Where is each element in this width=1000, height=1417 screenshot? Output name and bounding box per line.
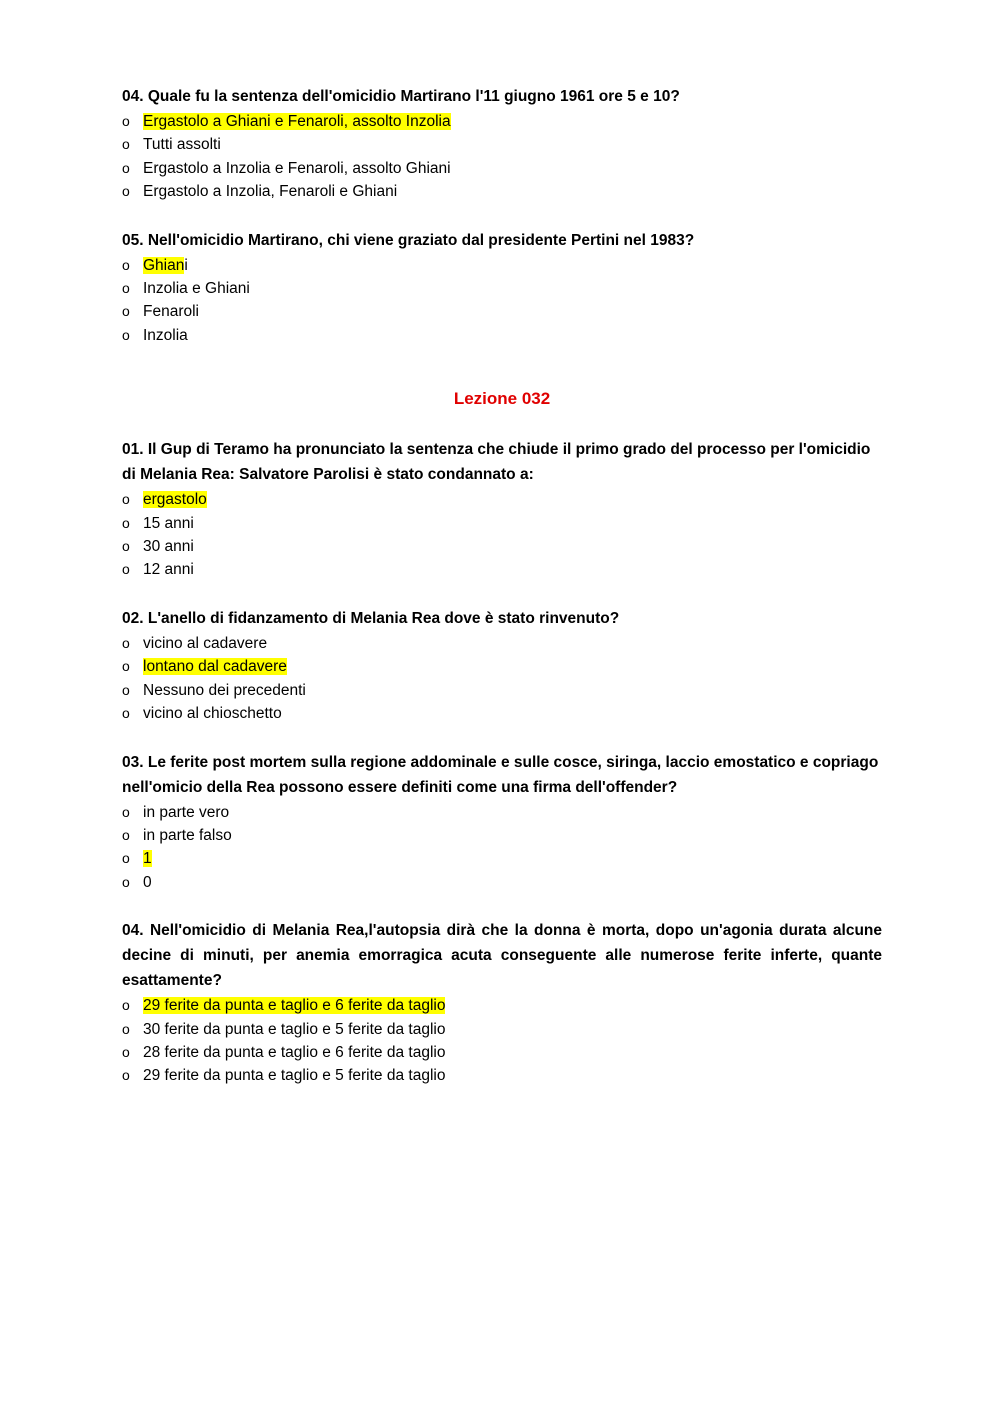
answer-text: in parte falso <box>143 826 232 844</box>
bullet-icon: o <box>122 634 130 651</box>
answer-option <box>122 655 882 678</box>
answer-options <box>122 488 882 582</box>
answer-option <box>122 847 882 870</box>
answer-option <box>122 254 882 277</box>
bullet-icon: o <box>122 1067 130 1084</box>
question-text: 02. L'anello di fidanzamento di Melania Rea dove è stato rinvenuto? <box>122 609 620 627</box>
answer-text: 30 anni <box>143 538 194 556</box>
bullet-icon: o <box>122 1043 130 1060</box>
bullet-icon: o <box>122 256 130 273</box>
bullet-icon: o <box>122 1020 130 1037</box>
bullet-icon: o <box>122 514 130 531</box>
answer-text: 15 anni <box>143 514 194 532</box>
bullet-icon: o <box>122 561 130 578</box>
highlighted-answer: ergastolo <box>143 491 207 509</box>
answer-option <box>122 994 882 1017</box>
answer-option <box>122 133 882 156</box>
lesson-title: Lezione 032 <box>453 389 551 409</box>
highlighted-answer: 29 ferite da punta e taglio e 6 ferite da taglio <box>143 997 446 1015</box>
answer-option <box>122 277 882 300</box>
answer-text: in parte vero <box>143 803 230 821</box>
answer-text: Inzolia e Ghiani <box>143 280 250 298</box>
question-text: 04. Nell'omicidio di Melania Rea,l'autopsia dirà che la donna è morta, dopo un'agonia durata alcune decine di minuti, per anemia emorragica acuta conseguente alle numerose ferite inferte, quante esattamente? <box>122 922 882 990</box>
answer-text: Ergastolo a Inzolia, Fenaroli e Ghiani <box>143 183 398 201</box>
answer-text: vicino al cadavere <box>143 634 268 652</box>
answer-option <box>122 535 882 558</box>
answer-text: 28 ferite da punta e taglio e 6 ferite da taglio <box>143 1043 446 1061</box>
answer-text: Inzolia <box>143 326 188 344</box>
answer-options <box>122 801 882 895</box>
answer-option <box>122 1041 882 1064</box>
answer-text: Nessuno dei precedenti <box>143 681 306 699</box>
answer-option <box>122 632 882 655</box>
bullet-icon: o <box>122 280 130 297</box>
answer-option <box>122 324 882 347</box>
bullet-icon: o <box>122 826 130 843</box>
answer-options <box>122 632 882 726</box>
answer-text: vicino al chioschetto <box>143 705 282 723</box>
bullet-icon: o <box>122 303 130 320</box>
bullet-icon: o <box>122 873 130 890</box>
question-text: 03. Le ferite post mortem sulla regione addominale e sulle cosce, siringa, laccio emostatico e copriago nell'omicio della Rea possono essere definiti come una firma dell'offender? <box>122 753 879 796</box>
highlighted-answer: Ghian <box>143 256 185 274</box>
question-block <box>122 750 882 895</box>
question-block <box>122 84 882 204</box>
answer-option <box>122 702 882 725</box>
answer-options <box>122 254 882 348</box>
bullet-icon: o <box>122 113 130 129</box>
question-block <box>122 606 882 726</box>
answer-options <box>122 110 882 204</box>
document-page <box>122 84 882 1112</box>
answer-option <box>122 558 882 581</box>
answer-option <box>122 110 882 133</box>
question-block <box>122 437 882 582</box>
bullet-icon: o <box>122 183 130 200</box>
answer-option <box>122 512 882 535</box>
question-text: 05. Nell'omicidio Martirano, chi viene graziato dal presidente Pertini nel 1983? <box>122 231 695 249</box>
highlighted-answer: Ergastolo a Ghiani e Fenaroli, assolto Inzolia <box>143 113 451 130</box>
question-text: 04. Quale fu la sentenza dell'omicidio Martirano l'11 giugno 1961 ore 5 e 10? <box>122 88 680 105</box>
answer-text: 30 ferite da punta e taglio e 5 ferite da taglio <box>143 1020 446 1038</box>
answer-option <box>122 871 882 894</box>
answer-option <box>122 300 882 323</box>
highlighted-answer: lontano dal cadavere <box>143 658 287 676</box>
bullet-icon: o <box>122 997 130 1014</box>
answer-option <box>122 1018 882 1041</box>
bullet-icon: o <box>122 658 130 675</box>
bullet-icon: o <box>122 681 130 698</box>
answer-option <box>122 1064 882 1087</box>
bullet-icon: o <box>122 803 130 820</box>
answer-option <box>122 679 882 702</box>
answer-text: 12 anni <box>143 561 194 579</box>
answer-option <box>122 180 882 203</box>
bullet-icon: o <box>122 159 130 176</box>
answer-text: Fenaroli <box>143 303 199 321</box>
question-block <box>122 228 882 348</box>
bullet-icon: o <box>122 538 130 555</box>
question-text: 01. Il Gup di Teramo ha pronunciato la sentenza che chiude il primo grado del processo per l'omicidio di Melania Rea: Salvatore Parolisi è stato condannato a: <box>122 441 871 484</box>
bullet-icon: o <box>122 491 130 508</box>
answer-option <box>122 488 882 511</box>
answer-option <box>122 801 882 824</box>
answer-option <box>122 157 882 180</box>
bullet-icon: o <box>122 326 130 343</box>
answer-text: 29 ferite da punta e taglio e 5 ferite da taglio <box>143 1067 446 1085</box>
answer-option <box>122 824 882 847</box>
bullet-icon: o <box>122 850 130 867</box>
question-block <box>122 918 882 1088</box>
answer-text: 0 <box>143 873 152 891</box>
answer-text: Tutti assolti <box>143 136 221 154</box>
bullet-icon: o <box>122 705 130 722</box>
answer-text: Ergastolo a Inzolia e Fenaroli, assolto Ghiani <box>143 159 451 177</box>
answer-text: i <box>184 256 188 274</box>
answer-options <box>122 994 882 1088</box>
highlighted-answer: 1 <box>143 850 152 868</box>
bullet-icon: o <box>122 136 130 153</box>
